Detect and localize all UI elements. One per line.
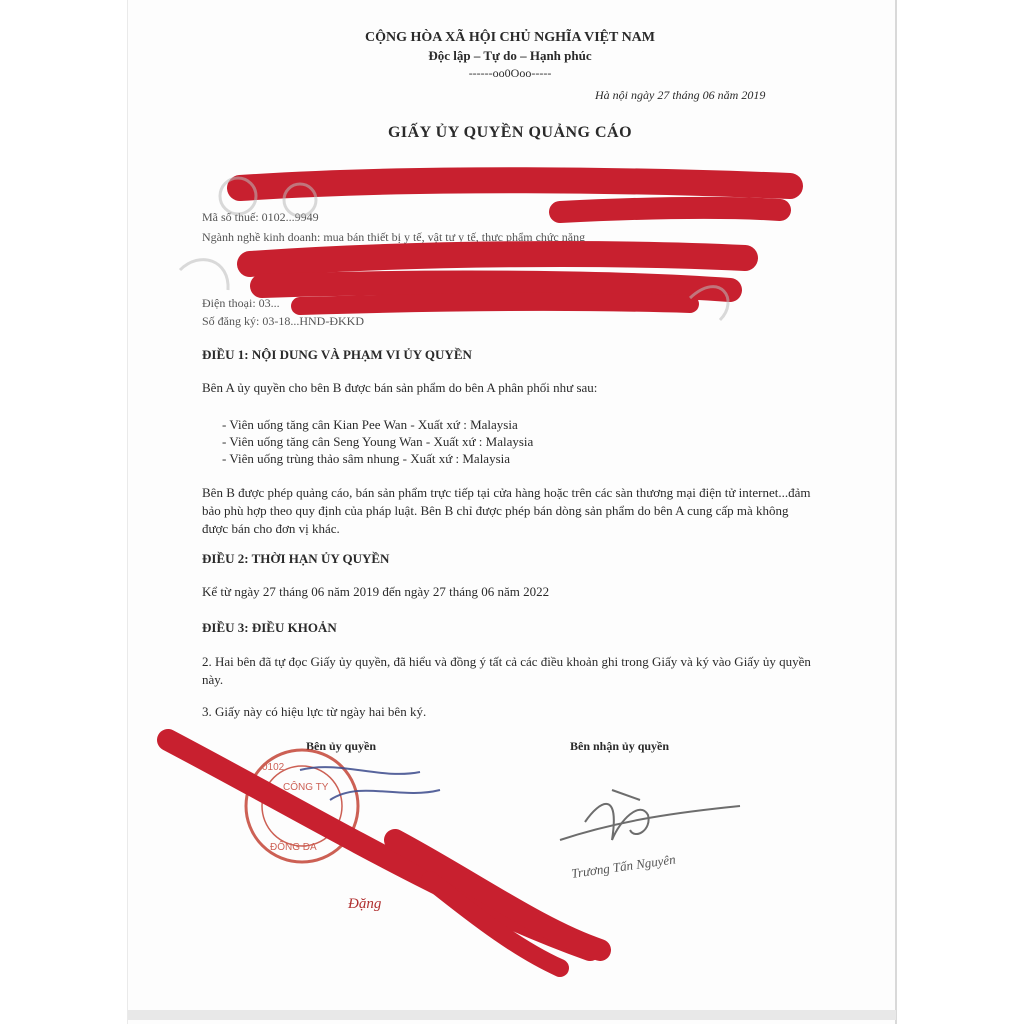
- signature-redaction: [168, 740, 600, 968]
- article3-heading: ĐIỀU 3: ĐIỀU KHOẢN: [202, 620, 337, 635]
- article3-clause3: 3. Giấy này có hiệu lực từ ngày hai bên ký.: [202, 704, 427, 719]
- grantee-signature: [560, 790, 740, 840]
- article2-text: Kể từ ngày 27 tháng 06 năm 2019 đến ngày 27 tháng 06 năm 2022: [202, 584, 550, 599]
- document-title: GIẤY ỦY QUYỀN QUẢNG CÁO: [387, 124, 633, 141]
- article1-heading: ĐIỀU 1: NỘI DUNG VÀ PHẠM VI ỦY QUYỀN: [202, 347, 472, 362]
- product-item: - Viên uống tăng cân Kian Pee Wan - Xuất xứ : Malaysia: [222, 416, 533, 433]
- date-line: Hà nội ngày 27 tháng 06 năm 2019: [595, 88, 766, 102]
- article3-clause2: 2. Hai bên đã tự đọc Giấy ủy quyền, đã hiểu và đồng ý tất cả các điều khoản ghi trong Giấy và ký vào Giấy ủy quyền này.: [202, 654, 811, 687]
- national-title: CỘNG HÒA XÃ HỘI CHỦ NGHĨA VIỆT NAM: [364, 30, 655, 45]
- article1-intro: Bên A ủy quyền cho bên B được bán sản phẩm do bên A phân phối như sau:: [202, 380, 598, 395]
- article2-heading: ĐIỀU 2: THỜI HẠN ỦY QUYỀN: [202, 551, 390, 566]
- phone-number: Điện thoại: 03...: [202, 296, 280, 310]
- grantor-name: Đặng: [348, 896, 382, 912]
- grantee-label: Bên nhận ủy quyền: [570, 739, 670, 753]
- business-line: Ngành nghề kinh doanh: mua bán thiết bị y tế, vật tư y tế, thực phẩm chức năng: [202, 230, 586, 244]
- header-divider: ------oo0Ooo-----: [468, 66, 552, 80]
- grantor-label: Bên ủy quyền: [306, 739, 377, 753]
- article1-paragraph: Bên B được phép quảng cáo, bán sản phẩm trực tiếp tại cửa hàng hoặc trên các sàn thương mại điện tử internet...đảm bảo phù hợp theo quy định của pháp luật. Bên B chỉ được phép bán dòng sản phẩm do bên A cung cấp mà không được bán cho đơn vị khác.: [202, 485, 811, 536]
- motto: Độc lập – Tự do – Hạnh phúc: [428, 48, 592, 63]
- grantee-name: Trương Tấn Nguyên: [570, 851, 677, 881]
- registration-number: Số đăng ký: 03-18...HND-ĐKKD: [202, 314, 364, 328]
- svg-text:0102: 0102: [262, 762, 285, 773]
- svg-text:ĐỐNG ĐA: ĐỐNG ĐA: [270, 842, 317, 853]
- tax-code: Mã số thuế: 0102...9949: [202, 210, 319, 224]
- product-item: - Viên uống tăng cân Seng Young Wan - Xuất xứ : Malaysia: [222, 433, 533, 450]
- svg-text:CÔNG TY: CÔNG TY: [283, 782, 329, 793]
- product-item: - Viên uống trùng thảo sâm nhung - Xuất xứ : Malaysia: [222, 450, 533, 467]
